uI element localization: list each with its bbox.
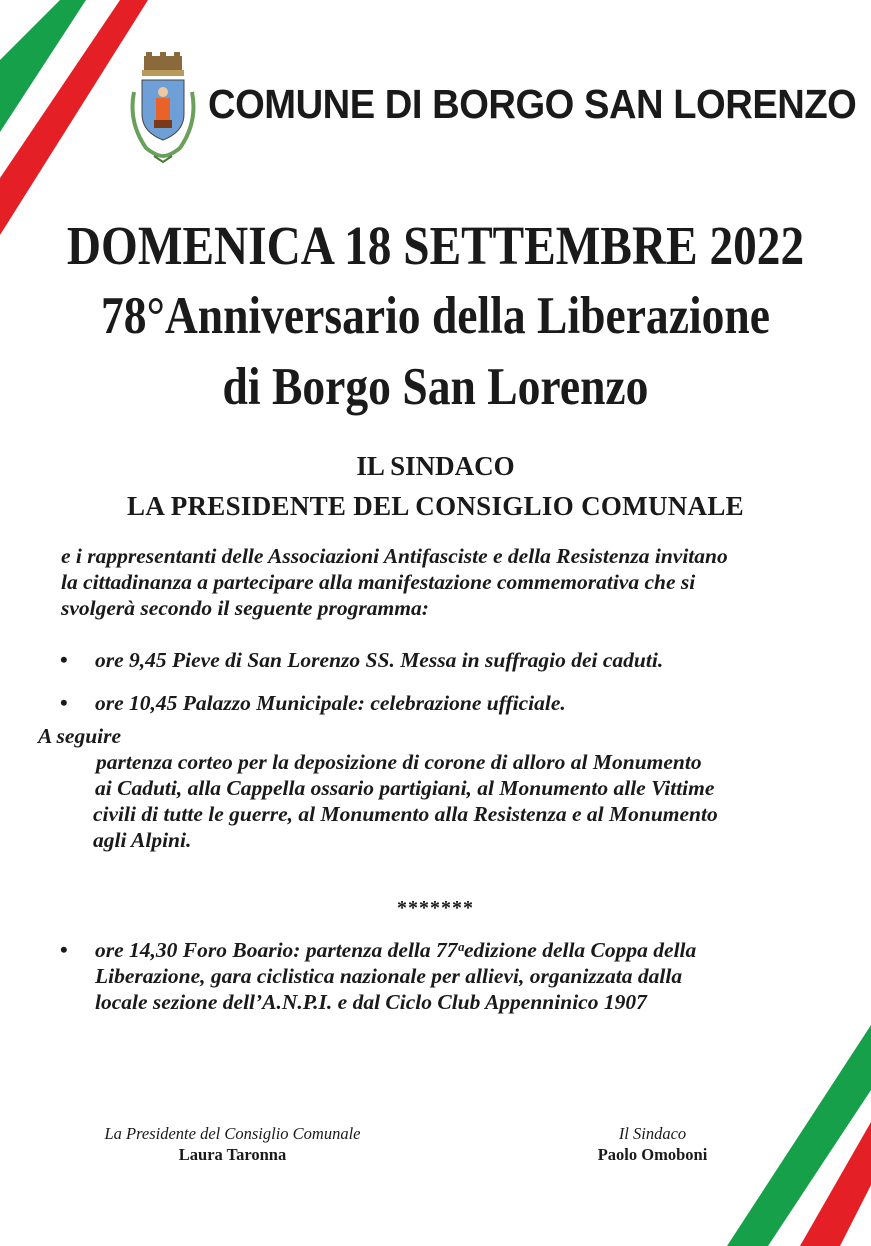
bullet-icon: • [60,690,68,715]
location-title: di Borgo San Lorenzo [222,358,649,416]
signature-mayor [560,1123,745,1165]
program-item-cycling-race [95,937,815,1015]
anniversary-title: 78°Anniversario della Liberazione [101,287,770,345]
procession-line: A seguire [38,724,122,748]
program-item-mass: ore 9,45 Pieve di San Lorenzo SS. Messa in suffragio dei caduti. [95,648,664,672]
section-separator: ******* [397,897,474,919]
bullet-icon: • [60,937,68,962]
procession-line: partenza corteo per la deposizione di corone di alloro al Monumento [96,750,702,774]
procession-description [0,723,760,853]
race-line: Liberazione, gara ciclistica nazionale per allievi, organizzata dalla [95,964,683,988]
invitation-line: la cittadinanza a partecipare alla manifestazione commemorativa che si [61,570,696,594]
race-line: ore 14,30 Foro Boario: partenza della 77ᵃedizione della Coppa della [95,938,697,962]
invitation-line: e i rappresentanti delle Associazioni Antifasciste e della Resistenza invitano [61,544,728,568]
signature-name: Laura Taronna [178,1145,287,1164]
signature-president [60,1123,405,1165]
bullet-icon: • [60,647,68,672]
signature-title: Il Sindaco [618,1124,687,1143]
signature-name: Paolo Omoboni [597,1145,708,1164]
event-date: DOMENICA 18 SETTEMBRE 2022 [66,215,805,276]
procession-line: civili di tutte le guerre, al Monumento alla Resistenza e al Monumento [93,802,718,826]
invitation-line: svolgerà secondo il seguente programma: [61,596,429,620]
signature-title: La Presidente del Consiglio Comunale [104,1124,361,1143]
procession-line: ai Caduti, alla Cappella ossario partigiani, al Monumento alle Vittime [95,776,715,800]
invitation-text [61,543,811,621]
mayor-heading: IL SINDACO [356,451,515,481]
president-heading: LA PRESIDENTE DEL CONSIGLIO COMUNALE [127,491,744,521]
municipality-name: COMUNE DI BORGO SAN LORENZO [208,81,857,127]
program-item-ceremony: ore 10,45 Palazzo Municipale: celebrazione ufficiale. [95,691,566,715]
municipal-coat-of-arms-icon [124,52,202,164]
procession-line: agli Alpini. [93,828,192,852]
race-line: locale sezione dell’A.N.P.I. e dal Ciclo Club Appenninico 1907 [95,990,647,1014]
